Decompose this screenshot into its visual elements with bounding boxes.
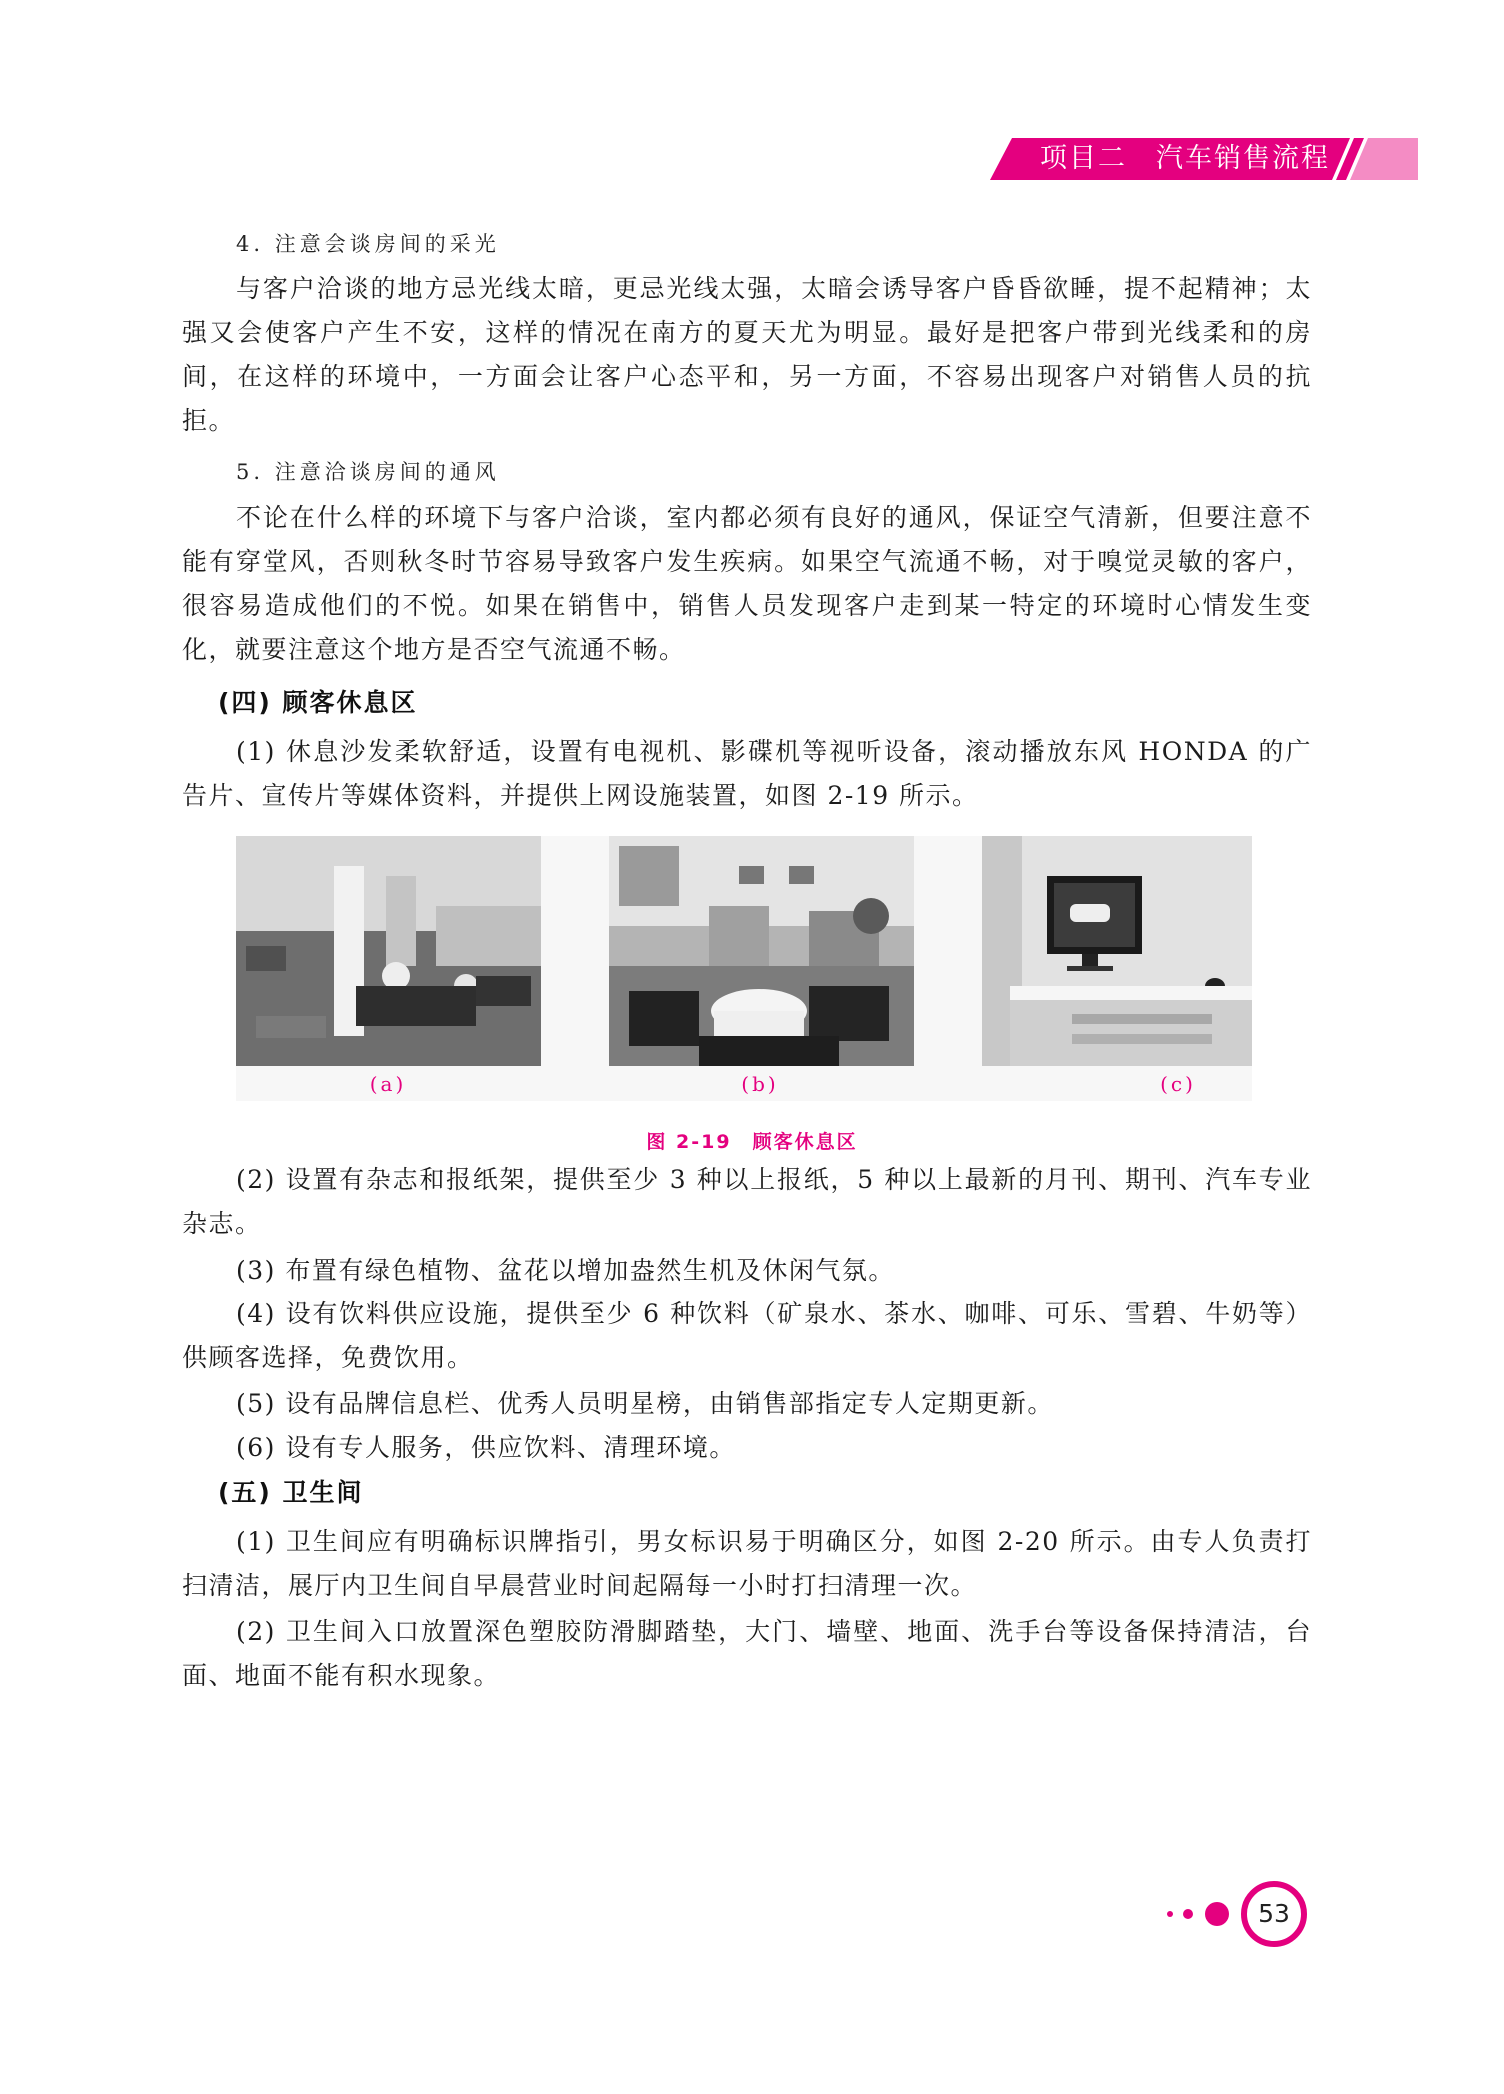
figure-caption: 图 2-19 顾客休息区 xyxy=(646,1131,858,1153)
paragraph-lounge-3: (3) 布置有绿色植物、盆花以增加盎然生机及休闲气氛。 xyxy=(236,1256,895,1285)
chapter-title: 项目二 汽车销售流程 xyxy=(1040,143,1330,174)
page-number: 53 xyxy=(1258,1899,1290,1928)
subheading-lighting: 4. 注意会谈房间的采光 xyxy=(236,232,500,256)
section-heading-restroom: (五) 卫生间 xyxy=(218,1478,364,1507)
figure-label-b: (b) xyxy=(741,1072,779,1096)
figure-label-a: (a) xyxy=(369,1072,407,1096)
paragraph-lounge-6: (6) 设有专人服务，供应饮料、清理环境。 xyxy=(236,1433,736,1462)
paragraph-lounge-4: (4) 设有饮料供应设施，提供至少 6 种饮料（矿泉水、茶水、咖啡、可乐、雪碧、牛奶等）供顾客选择，免费饮用。 xyxy=(182,1299,1312,1372)
paragraph-lounge-5: (5) 设有品牌信息栏、优秀人员明星榜，由销售部指定专人定期更新。 xyxy=(236,1389,1054,1418)
photo-lounge-hall xyxy=(236,836,541,1066)
photo-internet-terminal xyxy=(982,836,1252,1066)
figure-label-c: (c) xyxy=(1160,1072,1196,1096)
paragraph-ventilation: 不论在什么样的环境下与客户洽谈，室内都必须有良好的通风，保证空气清新，但要注意不能有穿堂风，否则秋冬时节容易导致客户发生疾病。如果空气流通不畅，对于嗅觉灵敏的客户，很容易造成他们的不悦。如果在销售中，销售人员发现客户走到某一特定的环境时心情发生变化，就要注意这个地方是否空气流通不畅。 xyxy=(182,503,1312,664)
paragraph-lounge-2: (2) 设置有杂志和报纸架，提供至少 3 种以上报纸，5 种以上最新的月刊、期刊、汽车专业杂志。 xyxy=(182,1165,1312,1238)
paragraph-restroom-1: (1) 卫生间应有明确标识牌指引，男女标识易于明确区分，如图 2-20 所示。由专人负责打扫清洁，展厅内卫生间自早晨营业时间起隔每一小时打扫清理一次。 xyxy=(182,1527,1312,1600)
chapter-header-banner xyxy=(990,138,1418,180)
paragraph-lighting: 与客户洽谈的地方忌光线太暗，更忌光线太强，太暗会诱导客户昏昏欲睡，提不起精神；太强又会使客户产生不安，这样的情况在南方的夏天尤为明显。最好是把客户带到光线柔和的房间，在这样的环境中，一方面会让客户心态平和，另一方面，不容易出现客户对销售人员的抗拒。 xyxy=(182,274,1312,435)
paragraph-lounge-1: (1) 休息沙发柔软舒适，设置有电视机、影碟机等视听设备，滚动播放东风 HONDA 的广告片、宣传片等媒体资料，并提供上网设施装置，如图 2-19 所示。 xyxy=(182,737,1312,810)
paragraph-restroom-2: (2) 卫生间入口放置深色塑胶防滑脚踏垫，大门、墙壁、地面、洗手台等设备保持清洁，台面、地面不能有积水现象。 xyxy=(182,1617,1312,1690)
section-heading-lounge: (四) 顾客休息区 xyxy=(218,688,418,717)
photo-lounge-seating xyxy=(609,836,914,1066)
figure-2-19 xyxy=(236,836,1252,1101)
subheading-ventilation: 5. 注意洽谈房间的通风 xyxy=(236,460,500,484)
